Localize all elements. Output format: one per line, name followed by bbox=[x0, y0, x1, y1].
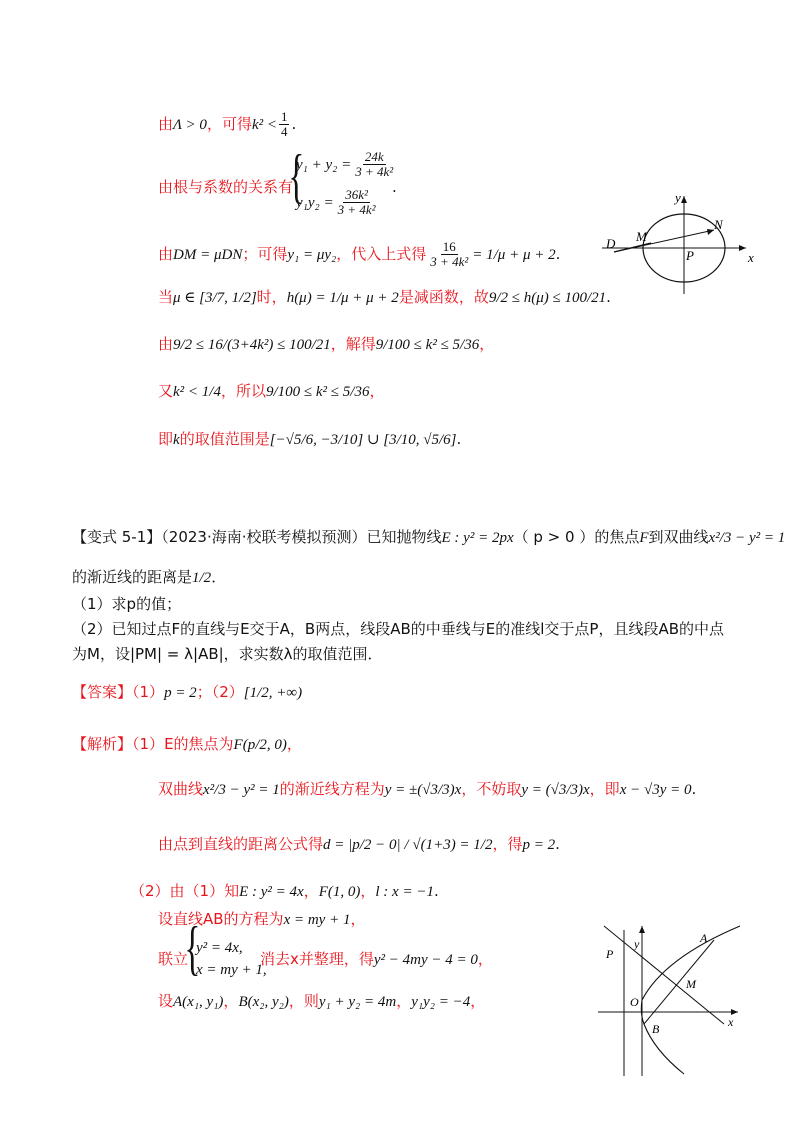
brace-left: { bbox=[288, 143, 305, 209]
analysis-distance: 由点到直线的距离公式得d = |p/2 − 0| / √(1+3) = 1/2，得p = 2. bbox=[158, 835, 560, 853]
ellipse-figure bbox=[596, 190, 756, 300]
y-axis-arrow bbox=[639, 926, 645, 933]
question-2-line2: 为M，设|PM| = λ|AB|，求实数λ的取值范围． bbox=[72, 645, 383, 663]
analysis-line1: 【解析】（1）E的焦点为F(p/2, 0)， bbox=[72, 735, 302, 753]
fig2-label-A: A bbox=[700, 931, 708, 945]
vieta-sum: y₁ + y₂ = $\frac{24k}{\text{3 + 4k²}}$ bbox=[296, 149, 394, 179]
y-axis-arrow bbox=[681, 196, 687, 203]
line-combine: 又k² < 1/4，所以9/100 ≤ k² ≤ 5/36， bbox=[158, 382, 385, 400]
answer-line: 【答案】（1）p = 2；（2）[1/2, +∞) bbox=[72, 683, 303, 701]
line-vector: 由DM = μDN；可得y₁ = μy₂，代入上式得 $\frac{16}{\text{3 + 4k²}}$ = 1/μ + μ + 2. bbox=[158, 239, 561, 269]
brace-left-2: { bbox=[184, 915, 201, 981]
vieta-product: y₁y₂ = $\frac{\text{36k²}}{\text{3 + 4k²}}$ bbox=[296, 187, 376, 217]
analysis-vieta: 设A(x₁, y₁)，B(x₂, y₂)，则y₁ + y₂ = 4m，y₁y₂ = −4， bbox=[158, 992, 486, 1010]
parabola-curve bbox=[641, 926, 740, 1074]
line-range: 即k的取值范围是[−√5/6, −3/10] ∪ [3/10, √5/6]. bbox=[158, 430, 462, 448]
fig2-label-B: B bbox=[652, 1022, 660, 1036]
line-solve: 由9/2 ≤ 16/(3+4k²) ≤ 100/21，解得9/100 ≤ k² ≤ 5/36， bbox=[158, 335, 495, 353]
x-axis-arrow bbox=[739, 245, 746, 251]
analysis-system-lead: 联立 bbox=[158, 950, 189, 968]
system-row2: x = my + 1, bbox=[196, 962, 267, 978]
problem-stem-line2: 的渐近线的距离是1/2． bbox=[72, 568, 227, 586]
line-DN-arrow bbox=[707, 229, 714, 235]
fig1-label-y: y bbox=[675, 190, 681, 205]
fig1-label-x: x bbox=[748, 250, 754, 265]
fig2-label-P: P bbox=[606, 947, 614, 961]
analysis-asymptote: 双曲线x²/3 − y² = 1的渐近线方程为y = ±(√3/3)x，不妨取y = (√3/3)x，即x − √3y = 0. bbox=[158, 780, 697, 798]
parabola-figure bbox=[594, 920, 746, 1078]
question-1: （1）求p的值； bbox=[72, 595, 182, 613]
analysis-line-AB: 设直线AB的方程为x = my + 1， bbox=[158, 910, 366, 928]
problem-stem-line1: 【变式 5-1】（2023·海南·校联考模拟预测）已知抛物线E : y² = 2px（ p > 0 ）的焦点F到双曲线x²/3 − y² = 1 bbox=[72, 528, 786, 546]
line-vieta-lead: 由根与系数的关系有 bbox=[158, 178, 294, 196]
fig2-label-O: O bbox=[630, 995, 639, 1009]
question-2-line1: （2）已知过点F的直线与E交于A，B两点，线段AB的中垂线与E的准线l交于点P，且线段AB的中点 bbox=[72, 620, 724, 638]
line-monotonic: 当μ ∈ [3/7, 1/2]时，h(μ) = 1/μ + μ + 2是减函数，故9/2 ≤ h(μ) ≤ 100/21. bbox=[158, 288, 611, 306]
fig2-label-x: x bbox=[728, 1015, 734, 1029]
analysis-eliminate: 消去x并整理，得y² − 4my − 4 = 0， bbox=[260, 950, 493, 968]
period: . bbox=[392, 178, 397, 196]
analysis-part2: （2）由（1）知E : y² = 4x，F(1, 0)，l : x = −1. bbox=[130, 882, 439, 900]
fig1-label-D: D bbox=[606, 236, 616, 251]
fig1-label-N: N bbox=[714, 217, 723, 232]
fig2-label-y: y bbox=[634, 937, 640, 951]
line-delta: 由Λ > 0，可得k² < $\frac{1}{4}$ . bbox=[158, 109, 297, 139]
fig1-label-M: M bbox=[636, 229, 647, 244]
system-row1: y² = 4x, bbox=[196, 940, 243, 956]
fig2-label-M: M bbox=[686, 977, 696, 991]
fig1-label-P: P bbox=[686, 248, 694, 263]
